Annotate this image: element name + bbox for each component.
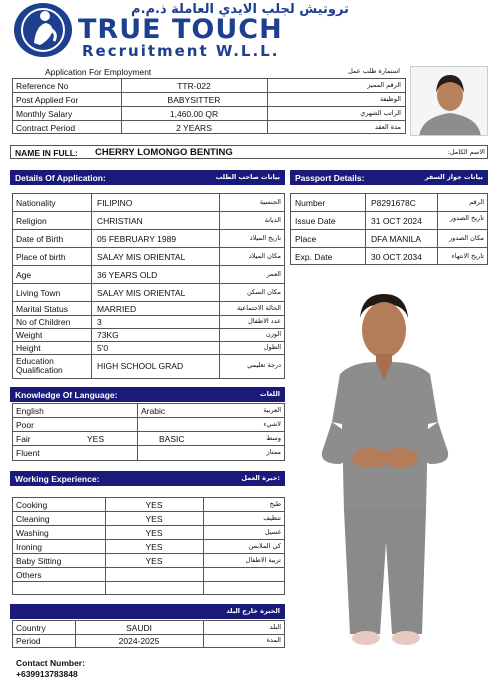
exp-value-washing: YES [145, 529, 163, 538]
label-passport-number: Number [295, 199, 326, 208]
passport-title: Passport Details: [295, 173, 365, 183]
lang-col-arabic: Arabic [141, 407, 166, 416]
exp-ar-baby-sitting: تربية الأطفال [245, 557, 281, 564]
exp-label-others: Others [16, 571, 42, 580]
contact-label: Contact Number: [16, 659, 85, 668]
application-title-ar: استمارة طلب عمل [348, 68, 400, 75]
ar-date-of-birth: تاريخ الميلاد [249, 235, 281, 242]
value-place: DFA MANILA [371, 235, 422, 244]
value-passport-number: P8291678C [371, 199, 416, 208]
applicant-photo-small [410, 66, 488, 136]
label-education: Education Qualification [16, 357, 63, 375]
lang-fair-arabic: BASIC [159, 435, 185, 444]
exp-label-baby-sitting: Baby Sitting [16, 557, 62, 566]
label-weight: Weight [16, 331, 43, 340]
ar-living-town: مكان السكن [246, 289, 281, 296]
ar-place-of-birth: مكان الميلاد [248, 253, 281, 260]
value-education: HIGH SCHOOL GRAD [97, 362, 184, 371]
exp-label-cooking: Cooking [16, 501, 48, 510]
label-children: No of Children [16, 318, 71, 327]
label-place-of-birth: Place of birth [16, 253, 66, 262]
ar-nationality: الجنسية [259, 199, 281, 206]
value-religion: CHRISTIAN [97, 217, 143, 226]
lang-fair-ar: وسط [266, 435, 281, 442]
value-reference-no: TTR-022 [177, 82, 211, 91]
label-exp-date: Exp. Date [295, 253, 333, 262]
name-label-ar: الاسم الكامل: [447, 149, 485, 156]
value-nationality: FILIPINO [97, 199, 133, 208]
abroad-value-period: 2024-2025 [118, 637, 160, 646]
exp-ar-cleaning: تنظيف [263, 515, 281, 522]
abroad-ar-period: المدة [266, 637, 281, 644]
value-living-town: SALAY MIS ORIENTAL [97, 289, 186, 298]
brand-title: TRUE TOUCH [78, 14, 283, 45]
abroad-table [12, 620, 285, 648]
application-title: Application For Employment [45, 68, 152, 77]
label-monthly-salary: Monthly Salary [16, 110, 73, 119]
lang-label-fair: Fair [16, 435, 31, 444]
ar-place: مكان الصدور [448, 235, 484, 242]
language-header [10, 387, 285, 402]
applicant-photo-full [292, 282, 488, 674]
ar-exp-date: تاريخ الانتهاء [451, 253, 484, 260]
value-children: 3 [97, 318, 102, 327]
value-marital-status: MARRIED [97, 305, 137, 314]
exp-value-baby-sitting: YES [145, 557, 163, 566]
exp-label-ironing: Ironing [16, 543, 42, 552]
language-table [12, 403, 285, 461]
lang-col-english: English [16, 407, 44, 416]
ar-education: درجة تعليمي [247, 362, 281, 369]
passport-title-ar: بيانات جواز السفر [424, 173, 483, 181]
label-post-applied: Post Applied For [16, 96, 79, 105]
company-logo [14, 3, 72, 57]
experience-title: Working Experience: [15, 474, 100, 484]
value-contract-period: 2 YEARS [176, 124, 212, 133]
ar-monthly-salary: الراتب الشهري [360, 110, 401, 117]
ar-post-applied: الوظيفة [379, 96, 401, 103]
contact-value: +639913783848 [16, 670, 78, 679]
ar-contract-period: مدة العقد [375, 124, 401, 131]
ar-age: العمر [266, 271, 281, 278]
exp-value-ironing: YES [145, 543, 163, 552]
value-weight: 73KG [97, 331, 119, 340]
exp-label-washing: Washing [16, 529, 49, 538]
details-header [10, 170, 285, 185]
details-title-ar: بيانات صاحب الطلب [215, 173, 280, 181]
label-religion: Religion [16, 217, 47, 226]
ar-height: الطول [263, 344, 281, 351]
lang-col-arabic-ar: العربية [263, 407, 281, 414]
lang-label-poor: Poor [16, 421, 34, 430]
passport-table [290, 193, 488, 265]
abroad-title-ar: الخبرة خارج البلد [226, 607, 280, 615]
label-age: Age [16, 271, 32, 280]
ar-reference-no: الرقم المميز [367, 82, 401, 89]
abroad-header [10, 604, 285, 619]
ar-issue-date: تاريخ الصدور [449, 214, 484, 222]
abroad-value-country: SAUDI [126, 624, 152, 633]
logo-mark-icon [14, 3, 72, 57]
ar-weight: الوزن [265, 331, 281, 338]
label-living-town: Living Town [16, 289, 61, 298]
exp-value-cleaning: YES [145, 515, 163, 524]
abroad-ar-country: البلد [269, 624, 281, 631]
label-marital-status: Marital Status [16, 305, 68, 314]
abroad-label-country: Country [16, 624, 46, 633]
exp-label-cleaning: Cleaning [16, 515, 50, 524]
passport-header [290, 170, 488, 185]
details-table [12, 193, 285, 379]
lang-label-fluent: Fluent [16, 449, 40, 458]
value-monthly-salary: 1,460.00 QR [169, 110, 219, 119]
label-date-of-birth: Date of Birth [16, 235, 64, 244]
experience-title-ar: خبرة العمل: [241, 474, 280, 482]
brand-subtitle: Recruitment W.L.L. [82, 42, 280, 60]
ar-religion: الديانة [264, 217, 281, 224]
experience-table [12, 497, 285, 595]
label-issue-date: Issue Date [295, 217, 336, 226]
language-title: Knowledge Of Language: [15, 390, 118, 400]
exp-value-cooking: YES [145, 501, 163, 510]
ar-marital-status: الحالة الاجتماعية [236, 305, 281, 312]
lang-fair-english: YES [87, 435, 105, 444]
name-label: NAME IN FULL: [15, 149, 78, 158]
value-age: 36 YEARS OLD [97, 271, 158, 280]
value-issue-date: 31 OCT 2024 [371, 217, 422, 226]
label-reference-no: Reference No [16, 82, 69, 91]
ar-passport-number: الرقم [469, 199, 484, 206]
name-row [10, 145, 488, 159]
exp-ar-washing: غسيل [264, 529, 281, 536]
language-title-ar: اللغات [260, 390, 280, 398]
lang-fluent-ar: ممتاز [266, 449, 281, 456]
exp-ar-cooking: طبخ [269, 501, 281, 508]
brand-arabic-name: تروتيش لجلب الايدي العاملة ذ.م.م [131, 2, 349, 17]
value-date-of-birth: 05 FEBRUARY 1989 [97, 235, 177, 244]
details-title: Details Of Application: [15, 173, 106, 183]
ar-children: عدد الاطفال [248, 318, 281, 325]
lang-poor-ar: لاشيء [263, 421, 281, 428]
value-exp-date: 30 OCT 2034 [371, 253, 422, 262]
value-place-of-birth: SALAY MIS ORIENTAL [97, 253, 186, 262]
experience-header [10, 471, 285, 486]
name-value: CHERRY LOMONGO BENTING [95, 148, 233, 158]
label-height: Height [16, 344, 41, 353]
value-post-applied: BABYSITTER [167, 96, 221, 105]
value-height: 5'0 [97, 344, 109, 353]
application-table [12, 78, 406, 134]
exp-ar-ironing: كي الملابس [248, 543, 281, 550]
label-nationality: Nationality [16, 199, 56, 208]
label-place: Place [295, 235, 317, 244]
label-contract-period: Contract Period [16, 124, 76, 133]
abroad-label-period: Period [16, 637, 41, 646]
